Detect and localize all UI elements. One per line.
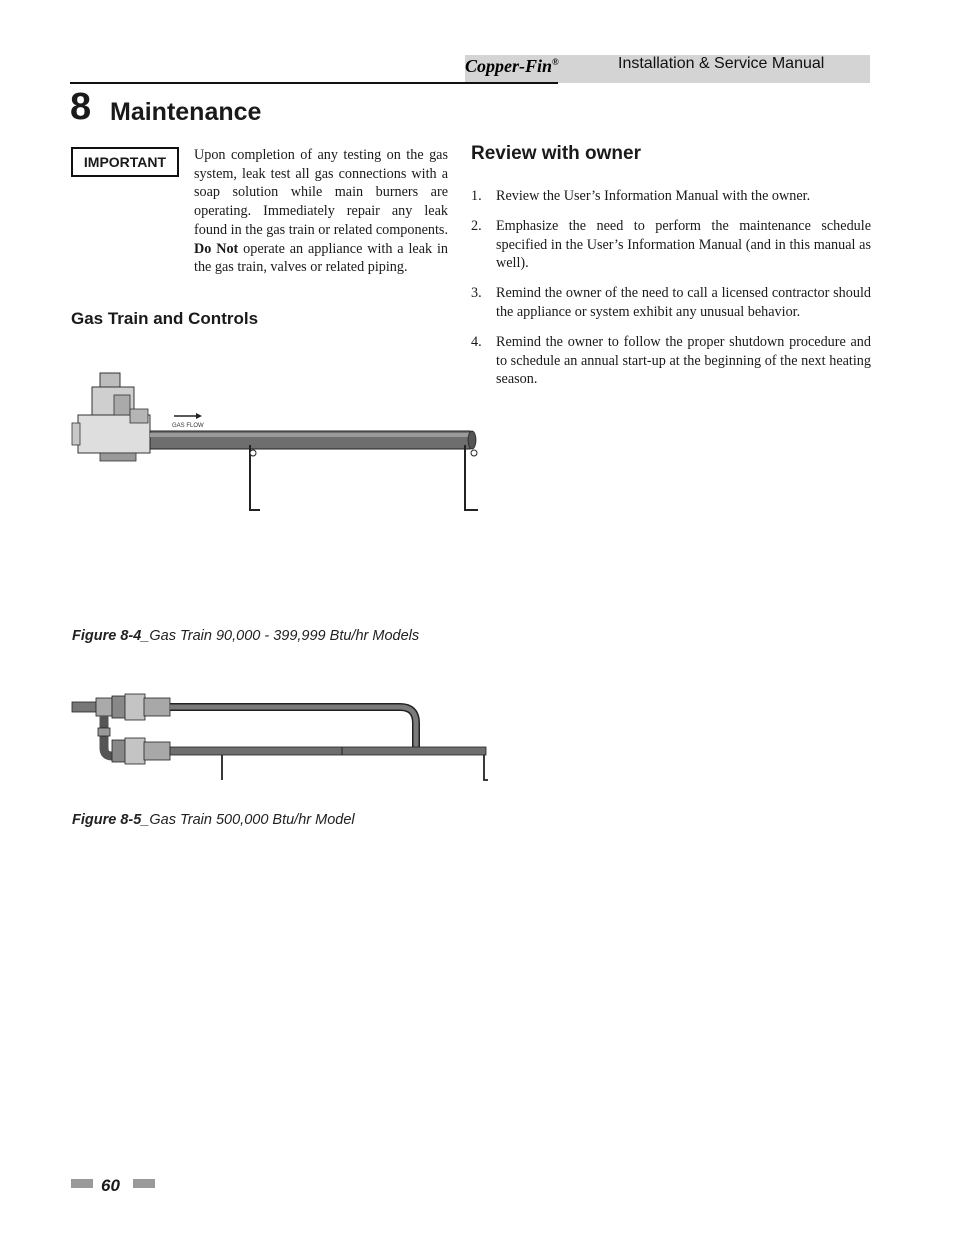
page-number: 60	[101, 1176, 120, 1195]
important-text: Upon completion of any testing on the gas system, leak test all gas connections with a soap solution while main burners are operating. Immediately repair any leak found in the gas train or related components. Do Not operate an appliance with a leak in the gas train, valves or related piping.	[194, 147, 448, 276]
upper-valve-icon	[112, 694, 170, 720]
list-item: 4. Remind the owner to follow the proper shutdown procedure and to schedule an annual start-up at the beginning of the next heating season.	[471, 333, 871, 388]
review-heading: Review with owner	[471, 143, 641, 164]
list-item: 2. Emphasize the need to perform the maintenance schedule specified in the User’s Information Manual (and in this manual as well).	[471, 217, 871, 272]
header-rule	[70, 82, 558, 84]
figure-caption-1: Figure 8-4_Gas Train 90,000 - 399,999 Btu/hr Models	[72, 628, 420, 644]
gas-train-figure-1	[70, 365, 490, 515]
important-label: IMPORTANT	[71, 147, 179, 177]
gas-train-heading: Gas Train and Controls	[71, 309, 259, 328]
gas-valve-icon	[72, 373, 150, 461]
brand-logo: Copper-Fin®	[465, 56, 559, 76]
section-number: 8	[70, 86, 92, 128]
list-item: 1. Review the User’s Information Manual with the owner.	[471, 188, 811, 204]
gas-train-figure-2	[70, 690, 490, 785]
section-title: Maintenance	[110, 98, 262, 126]
lower-valve-icon	[104, 738, 170, 764]
gas-flow-label: GAS FLOW	[172, 423, 204, 429]
manual-title: Installation & Service Manual	[618, 55, 825, 72]
important-emphasis: Do Not	[194, 240, 239, 257]
footer-bar-right	[133, 1179, 155, 1188]
footer-bar-left	[71, 1179, 93, 1188]
gas-flow-arrow-icon	[174, 413, 202, 419]
review-list	[471, 187, 871, 400]
list-item: 3. Remind the owner of the need to call a licensed contractor should the appliance or system exhibit any unusual behavior.	[471, 285, 871, 320]
figure-caption-2: Figure 8-5_Gas Train 500,000 Btu/hr Model	[72, 812, 355, 828]
